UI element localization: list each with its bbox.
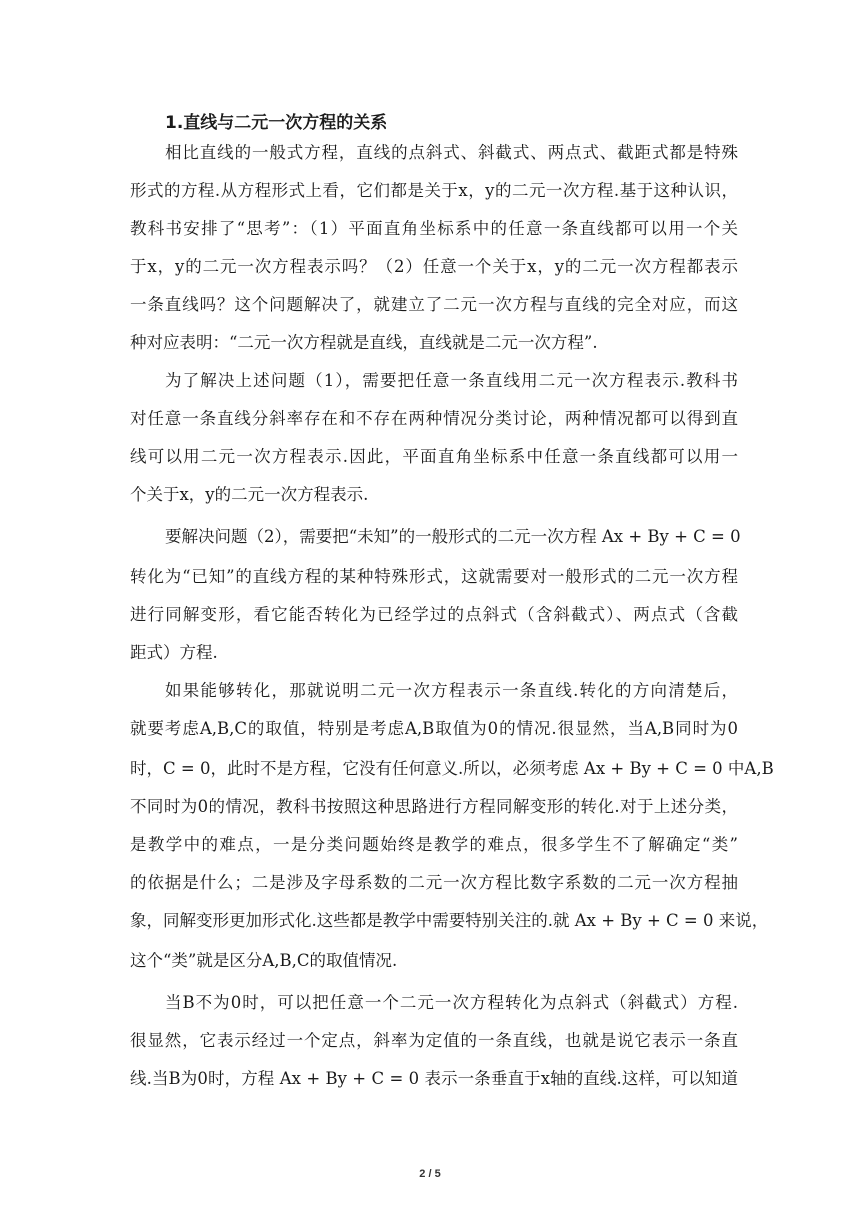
- text-line: 进行同解变形，看它能否转化为已经学过的点斜式（含斜截式）、两点式（含截: [130, 605, 738, 624]
- text-line: 为了解决上述问题（1），需要把任意一条直线用二元一次方程表示.教科书: [165, 371, 738, 390]
- text-line: 距式）方程.: [130, 643, 218, 662]
- text-line: 于x，y的二元一次方程表示吗？（2）任意一个关于x，y的二元一次方程都表示: [130, 257, 738, 276]
- text-line: 的依据是什么；二是涉及字母系数的二元一次方程比数字系数的二元一次方程抽: [130, 873, 738, 892]
- text-line: 教科书安排了“思考”：（1）平面直角坐标系中的任意一条直线都可以用一个关: [130, 219, 738, 238]
- text-line: 不同时为0的情况，教科书按照这种思路进行方程同解变形的转化.对于上述分类，: [130, 797, 738, 816]
- text-line: 对任意一条直线分斜率存在和不存在两种情况分类讨论，两种情况都可以得到直: [130, 409, 738, 428]
- text-line: 个关于x，y的二元一次方程表示.: [130, 485, 369, 504]
- text-line: 相比直线的一般式方程，直线的点斜式、斜截式、两点式、截距式都是特殊: [165, 143, 738, 162]
- text-line: 线可以用二元一次方程表示.因此，平面直角坐标系中任意一条直线都可以用一: [130, 447, 738, 466]
- text-line: 转化为“已知”的直线方程的某种特殊形式，这就需要对一般形式的二元一次方程: [130, 567, 738, 586]
- text-line: 要解决问题（2），需要把“未知”的一般形式的二元一次方程 Ax + By + C = 0: [165, 527, 741, 546]
- text-line: 象，同解变形更加形式化.这些都是教学中需要特别关注的.就 Ax + By + C = 0 来说，: [130, 911, 769, 930]
- text-line: 线.当B为0时，方程 Ax + By + C = 0 表示一条垂直于x轴的直线.这样，可以知道: [130, 1069, 738, 1088]
- section-heading: 1.直线与二元一次方程的关系: [165, 113, 388, 133]
- text-line: 这个“类”就是区分A,B,C的取值情况.: [130, 951, 398, 970]
- text-line: 时，C = 0，此时不是方程，它没有任何意义.所以，必须考虑 Ax + By + C = 0 中A,B: [130, 759, 774, 778]
- text-line: 很显然，它表示经过一个定点，斜率为定值的一条直线，也就是说它表示一条直: [130, 1031, 738, 1050]
- text-line: 种对应表明：“二元一次方程就是直线，直线就是二元一次方程”.: [130, 333, 598, 352]
- text-line: 如果能够转化，那就说明二元一次方程表示一条直线.转化的方向清楚后，: [165, 681, 738, 700]
- page-number: 2 / 5: [419, 1168, 441, 1180]
- text-line: 一条直线吗？这个问题解决了，就建立了二元一次方程与直线的完全对应，而这: [130, 295, 738, 314]
- text-line: 当B不为0时，可以把任意一个二元一次方程转化为点斜式（斜截式）方程.: [165, 993, 738, 1012]
- text-line: 是教学中的难点，一是分类问题始终是教学的难点，很多学生不了解确定“类”: [130, 835, 738, 854]
- text-line: 形式的方程.从方程形式上看，它们都是关于x，y的二元一次方程.基于这种认识，: [130, 181, 738, 200]
- text-line: 就要考虑A,B,C的取值，特别是考虑A,B取值为0的情况.很显然，当A,B同时为0: [130, 719, 738, 738]
